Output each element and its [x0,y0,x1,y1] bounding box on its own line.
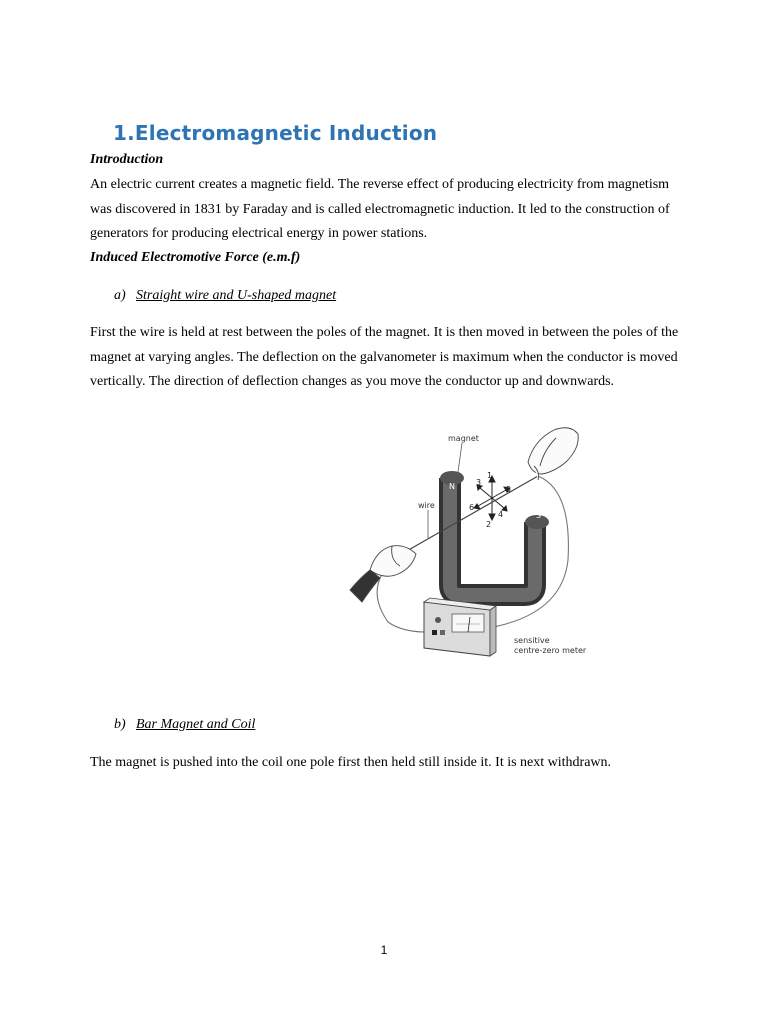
list-marker-b: b) [114,717,126,732]
induction-figure [340,410,602,672]
direction-2: 2 [486,520,492,529]
intro-subheading: Introduction [90,152,164,167]
direction-3: 3 [476,478,482,487]
direction-1: 1 [487,471,493,480]
wire-label: wire [418,501,435,510]
list-item-b [114,717,255,733]
item-b-line: The magnet is pushed into the coil one pole first then held still inside it. It is next withdrawn. [90,755,612,770]
section-number: 1. [113,121,135,145]
galvanometer-icon [424,598,496,656]
item-a-line: magnet at varying angles. The deflection on the galvanometer is maximum when the conductor is moved [90,349,678,365]
item-a-line: vertically. The direction of deflection changes as you move the conductor up and downwards. [90,374,615,389]
section-title: Electromagnetic Induction [134,121,438,145]
direction-4: 4 [498,510,504,519]
intro-line: An electric current creates a magnetic field. The reverse effect of producing electricity from magnetism [90,177,670,192]
item-b-paragraph [90,751,680,776]
meter-label-line1: sensitive [514,636,550,645]
north-pole-label: N [449,482,455,491]
item-a-paragraph [90,321,680,395]
direction-5: 5 [506,485,512,494]
intro-line: generators for producing electrical energy in power stations. [90,226,428,241]
list-marker-a: a) [114,288,126,303]
section-heading [113,121,437,145]
list-title-b: Bar Magnet and Coil [136,717,256,732]
magnet-label: magnet [448,434,479,443]
item-a-line: First the wire is held at rest between the poles of the magnet. It is then moved in between the poles of the [90,325,679,340]
emf-subheading: Induced Electromotive Force (e.m.f) [90,250,301,265]
intro-paragraph [90,173,680,247]
meter-label-line2: centre-zero meter [514,646,587,655]
page-number: 1 [380,943,388,957]
intro-line: was discovered in 1831 by Faraday and is called electromagnetic induction. It led to the construction of [90,201,670,217]
direction-6: 6 [469,503,475,512]
list-title-a: Straight wire and U-shaped magnet [136,288,337,303]
list-item-a [114,288,336,304]
south-pole-label: S [536,511,542,520]
